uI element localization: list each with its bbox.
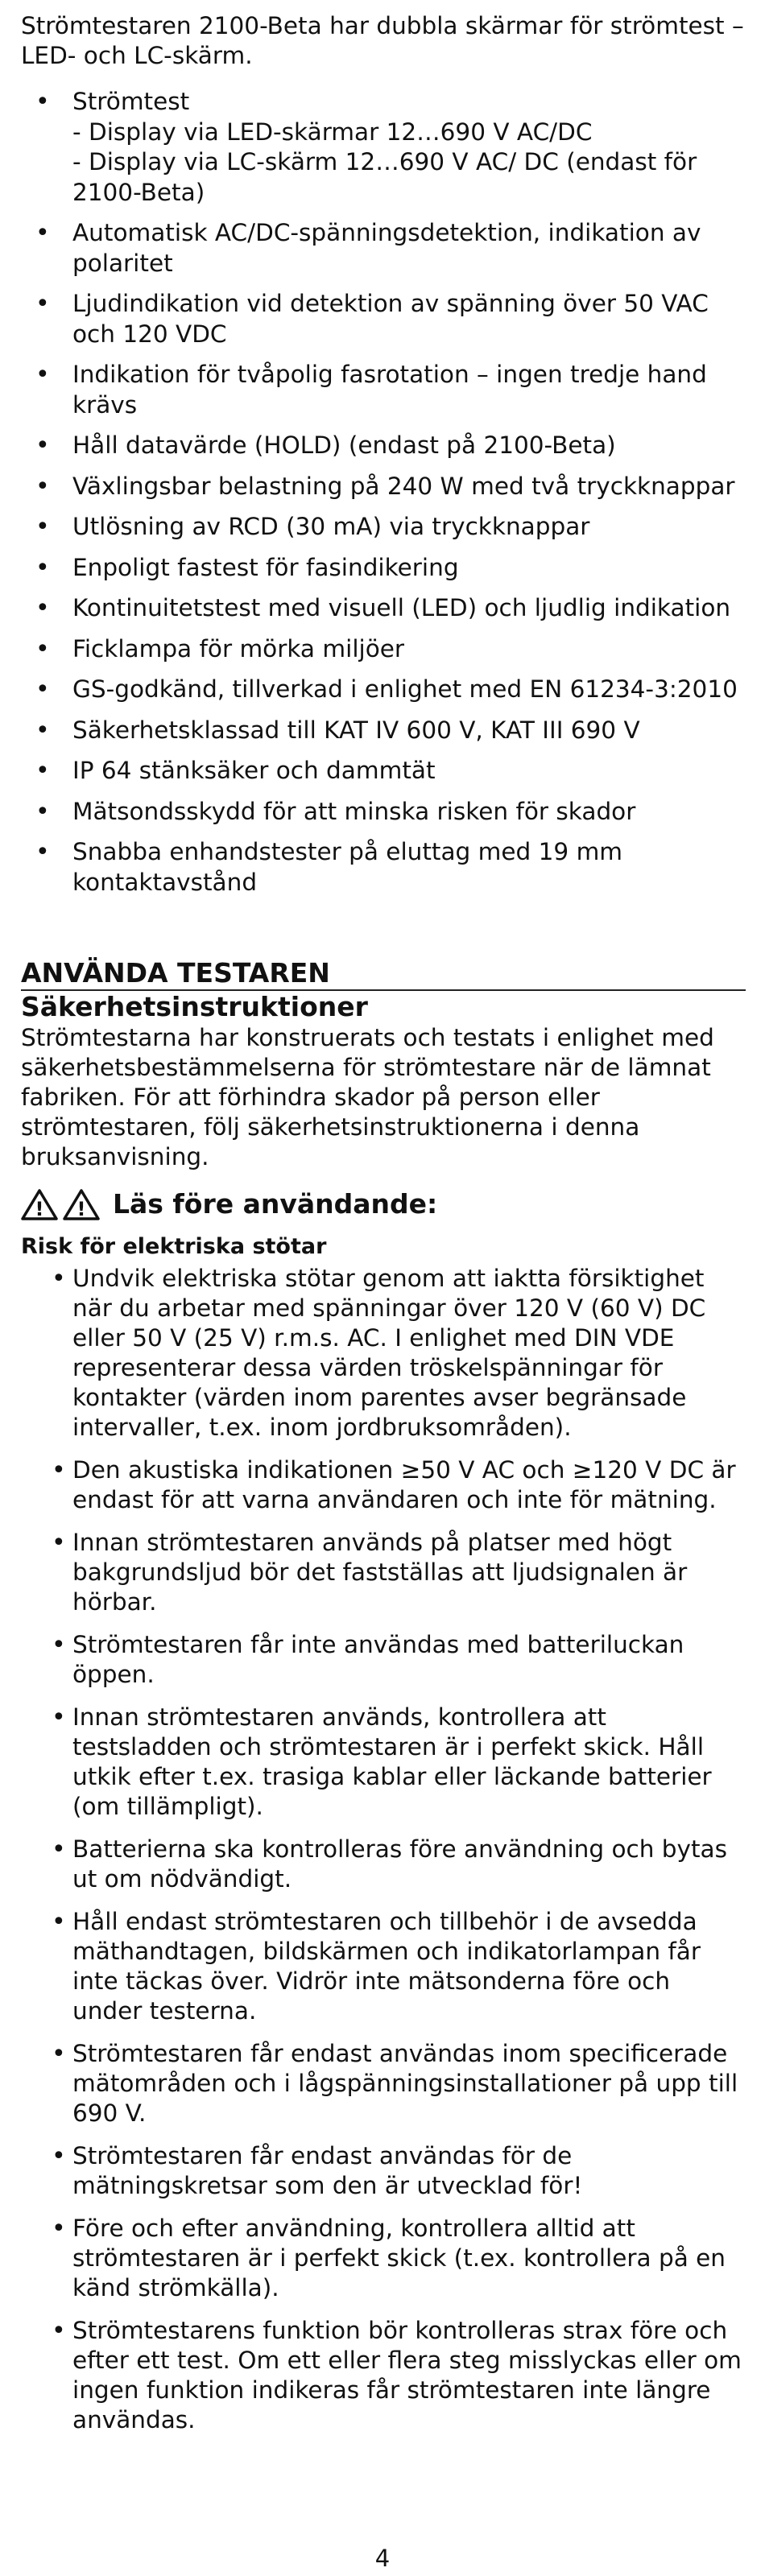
feature-list <box>21 87 746 898</box>
feature-item: • Indikation för tvåpolig fasrotation – ingen tredje hand krävs <box>21 360 746 420</box>
feature-item: • Växlingsbar belastning på 240 W med två tryckknappar <box>21 472 746 502</box>
feature-item: • Ficklampa för mörka miljöer <box>21 634 746 665</box>
feature-item: • IP 64 stänksäker och dammtät <box>21 756 746 786</box>
feature-item: • Håll datavärde (HOLD) (endast på 2100-Beta) <box>21 431 746 461</box>
feature-item: • Mätsondsskydd för att minska risken för skador <box>21 797 746 828</box>
subsection-title: Säkerhetsinstruktioner <box>21 989 746 1023</box>
safety-rule: • Strömtestaren får inte användas med batteriluckan öppen. <box>21 1630 746 1690</box>
feature-item: • Kontinuitetstest med visuell (LED) och ljudlig indikation <box>21 593 746 624</box>
section-title: ANVÄNDA TESTAREN <box>21 957 330 989</box>
safety-rules-list <box>21 1264 746 2435</box>
feature-item: • Utlösning av RCD (30 mA) via tryckknappar <box>21 512 746 543</box>
warning-heading-text: Läs före användande: <box>113 1188 438 1220</box>
safety-rule: • Batterierna ska kontrolleras före användning och bytas ut om nödvändigt. <box>21 1835 746 1894</box>
feature-item: • Snabba enhandstester på eluttag med 19 mm kontaktavstånd <box>21 837 746 898</box>
manual-page <box>21 11 746 2448</box>
risk-heading: Risk för elektriska stötar <box>21 1234 327 1259</box>
feature-item: • Automatisk AC/DC-spänningsdetektion, indikation av polaritet <box>21 218 746 279</box>
safety-rule: • Undvik elektriska stötar genom att iaktta försiktighet när du arbetar med spänningar över 120 V (60 V) DC eller 50 V (25 V) r.m.s. AC. I enlighet med DIN VDE representerar dessa värden tröskelspänningar för kontakter (värden inom parentes avser begränsade intervaller, t.ex. inom jordbruksområden). <box>21 1264 746 1443</box>
feature-item: • Ljudindikation vid detektion av spänning över 50 VAC och 120 VDC <box>21 289 746 349</box>
safety-intro-paragraph: Strömtestarna har konstruerats och testats i enlighet med säkerhetsbestämmelserna för strömtestare när de lämnat fabriken. För att förhindra skador på person eller strömtestaren, följ säkerhetsinstruktionerna i denna bruksanvisning. <box>21 1024 714 1170</box>
feature-item: • GS-godkänd, tillverkad i enlighet med EN 61234-3:2010 <box>21 675 746 705</box>
safety-rule: • Strömtestaren får endast användas för de mätningskretsar som den är utvecklad för! <box>21 2141 746 2201</box>
feature-item: • Strömtest - Display via LED-skärmar 12…690 V AC/DC - Display via LC-skärm 12…690 V AC/ DC (endast för 2100-Beta) <box>21 87 746 208</box>
feature-item: • Enpoligt fastest för fasindikering <box>21 553 746 584</box>
page-number: 4 <box>374 2545 391 2572</box>
safety-rule: • Innan strömtestaren används på platser med högt bakgrundsljud bör det fastställas att ljudsignalen är hörbar. <box>21 1528 746 1617</box>
safety-rule: • Strömtestarens funktion bör kontrolleras strax före och efter ett test. Om ett eller flera steg misslyckas eller om ingen funktion indikeras får strömtestaren inte längre användas. <box>21 2316 746 2435</box>
safety-rule: • Före och efter användning, kontrollera alltid att strömtestaren är i perfekt skick (t.ex. kontrollera på en känd strömkälla). <box>21 2214 746 2303</box>
safety-rule: • Strömtestaren får endast användas inom specificerade mätområden och i lågspänningsinstallationer på upp till 690 V. <box>21 2039 746 2128</box>
warning-triangle-icon <box>63 1188 100 1220</box>
feature-item: • Säkerhetsklassad till KAT IV 600 V, KAT III 690 V <box>21 716 746 746</box>
safety-rule: • Håll endast strömtestaren och tillbehör i de avsedda mäthandtagen, bildskärmen och indikatorlampan får inte täckas över. Vidrör inte mätsonderna före och under testerna. <box>21 1907 746 2026</box>
svg-text:!: ! <box>76 1198 86 1220</box>
intro-paragraph: Strömtestaren 2100-Beta har dubbla skärmar för strömtest – LED- och LC-skärm. <box>21 12 744 69</box>
safety-rule: • Innan strömtestaren används, kontrollera att testsladden och strömtestaren är i perfekt skick. Håll utkik efter t.ex. trasiga kablar eller läckande batterier (om tillämpligt). <box>21 1703 746 1822</box>
warning-heading <box>21 1188 746 1220</box>
warning-triangle-icon <box>21 1188 58 1220</box>
safety-rule: • Den akustiska indikationen ≥50 V AC och ≥120 V DC är endast för att varna användaren och inte för mätning. <box>21 1455 746 1515</box>
svg-text:!: ! <box>35 1198 44 1220</box>
